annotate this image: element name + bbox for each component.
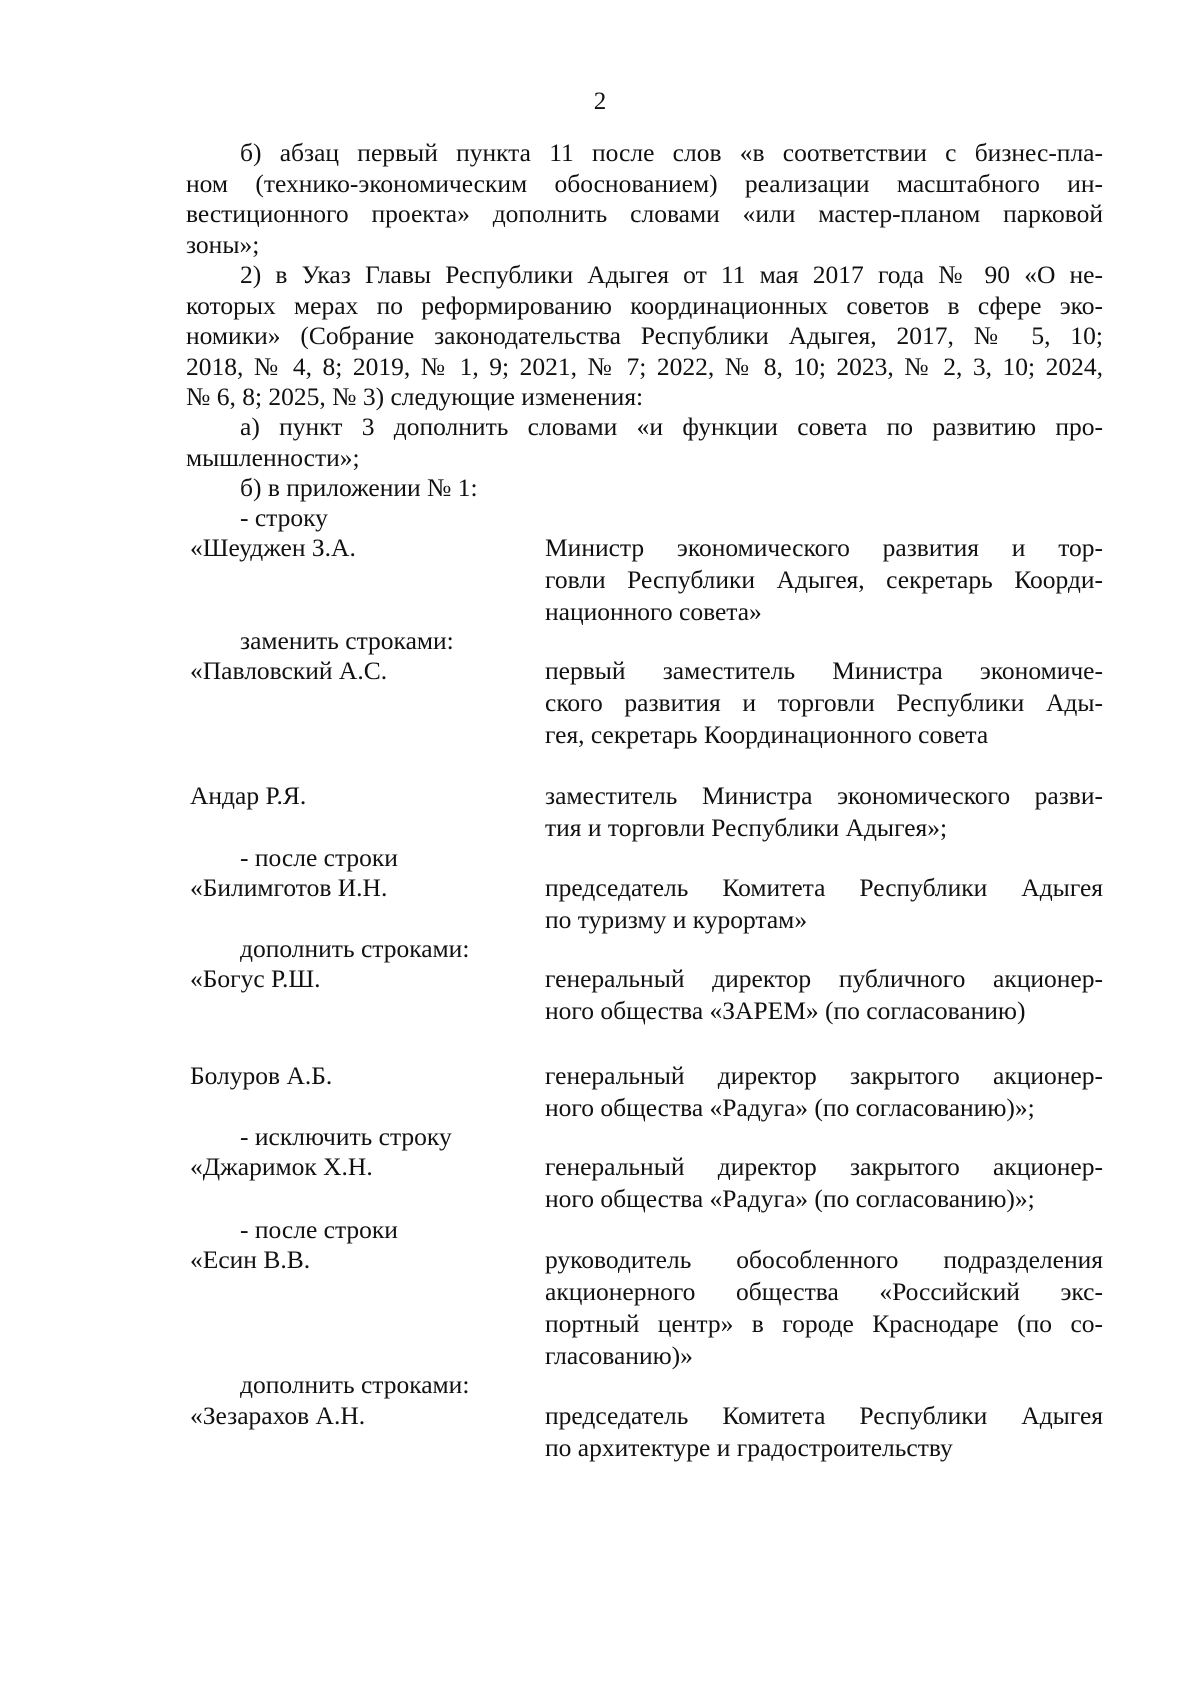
text-line: акционерного общества «Российский экс-: [545, 1277, 1103, 1306]
text-line: 2) в Указ Главы Республики Адыгея от 11 мая 2017 года № 90 «О не-: [240, 260, 1103, 289]
text-line: генеральный директор публичного акционер-: [545, 964, 1103, 993]
text-line: гласованию)»: [545, 1341, 693, 1370]
entry-name: «Богус Р.Ш.: [190, 964, 321, 993]
text-line: заместитель Министра экономического разви-: [545, 781, 1103, 810]
instruction-label: - строку: [240, 503, 328, 532]
intro-paragraph-2: [186, 260, 1103, 413]
text-line: которых мерах по реформированию координационных советов в сфере эко-: [186, 290, 1103, 320]
instruction-label: дополнить строками:: [240, 1370, 470, 1399]
text-line: председатель Комитета Республики Адыгея: [545, 1401, 1103, 1430]
entry-name: «Шеуджен З.А.: [190, 533, 356, 562]
text-line: руководитель обособленного подразделения: [545, 1245, 1103, 1274]
text-line: б) абзац первый пункта 11 после слов «в соответствии с бизнес-пла-: [240, 138, 1103, 167]
entry-name: «Есин В.В.: [190, 1245, 311, 1274]
text-line: по туризму и курортам»: [545, 905, 808, 934]
text-line: зоны»;: [186, 229, 260, 259]
entry-name: «Джаримок Х.Н.: [190, 1152, 373, 1181]
text-line: № 6, 8; 2025, № 3) следующие изменения:: [186, 382, 644, 411]
text-line: а) пункт 3 дополнить словами «и функции совета по развитию про-: [240, 412, 1103, 441]
text-line: ного общества «Радуга» (по согласованию)»;: [545, 1184, 1035, 1213]
text-line: портный центр» в городе Краснодаре (по со-: [545, 1309, 1103, 1338]
entry-description: [545, 1151, 1103, 1215]
text-line: генеральный директор закрытого акционер-: [545, 1152, 1103, 1181]
text-line: ного общества «ЗАРЕМ» (по согласованию): [545, 996, 1026, 1025]
text-line: председатель Комитета Республики Адыгея: [545, 873, 1103, 902]
entry-name: «Зезарахов А.Н.: [190, 1401, 366, 1430]
instruction-label: - исключить строку: [240, 1122, 452, 1151]
page-number: 2: [593, 88, 607, 115]
entry-name: Болуров А.Б.: [190, 1061, 333, 1090]
entry-description: [545, 780, 1103, 844]
text-line: тия и торговли Республики Адыгея»;: [545, 813, 948, 842]
text-line: первый заместитель Министра экономиче-: [545, 656, 1103, 685]
text-line: говли Республики Адыгея, секретарь Коорди-: [545, 565, 1103, 594]
entry-name: Андар Р.Я.: [190, 781, 307, 810]
text-line: номики» (Собрание законодательства Республики Адыгея, 2017, № 5, 10;: [186, 321, 1103, 350]
text-line: национного совета»: [545, 597, 762, 626]
instruction-label: заменить строками:: [240, 626, 454, 655]
text-line: гея, секретарь Координационного совета: [545, 720, 989, 749]
entry-name: «Билимготов И.Н.: [190, 873, 388, 902]
text-line: по архитектуре и градостроительству: [545, 1433, 953, 1462]
entry-description: [545, 1060, 1103, 1124]
appendix-label: б) в приложении № 1:: [240, 473, 478, 502]
text-line: вестиционного проекта» дополнить словами «или мастер-планом парковой: [186, 199, 1103, 228]
entry-description: [545, 963, 1103, 1027]
entry-description: [545, 1400, 1103, 1464]
entry-name: «Павловский А.С.: [190, 656, 388, 685]
text-line: мышленности»;: [186, 442, 360, 472]
entry-description: [545, 532, 1103, 628]
text-line: ного общества «Радуга» (по согласованию)»;: [545, 1093, 1035, 1122]
instruction-label: - после строки: [240, 1215, 398, 1244]
text-line: генеральный директор закрытого акционер-: [545, 1061, 1103, 1090]
entry-description: [545, 872, 1103, 936]
intro-paragraph-1: [186, 138, 1103, 260]
text-line: ского развития и торговли Республики Ады-: [545, 688, 1103, 717]
instruction-label: дополнить строками:: [240, 934, 470, 963]
instruction-label: - после строки: [240, 843, 398, 872]
text-line: ном (технико-экономическим обоснованием) реализации масштабного ин-: [186, 168, 1103, 198]
text-line: Министр экономического развития и тор-: [545, 533, 1103, 562]
entry-description: [545, 1244, 1103, 1372]
entry-description: [545, 655, 1103, 751]
intro-paragraph-3: [186, 412, 1103, 473]
text-line: 2018, № 4, 8; 2019, № 1, 9; 2021, № 7; 2022, № 8, 10; 2023, № 2, 3, 10; 2024,: [186, 351, 1103, 381]
